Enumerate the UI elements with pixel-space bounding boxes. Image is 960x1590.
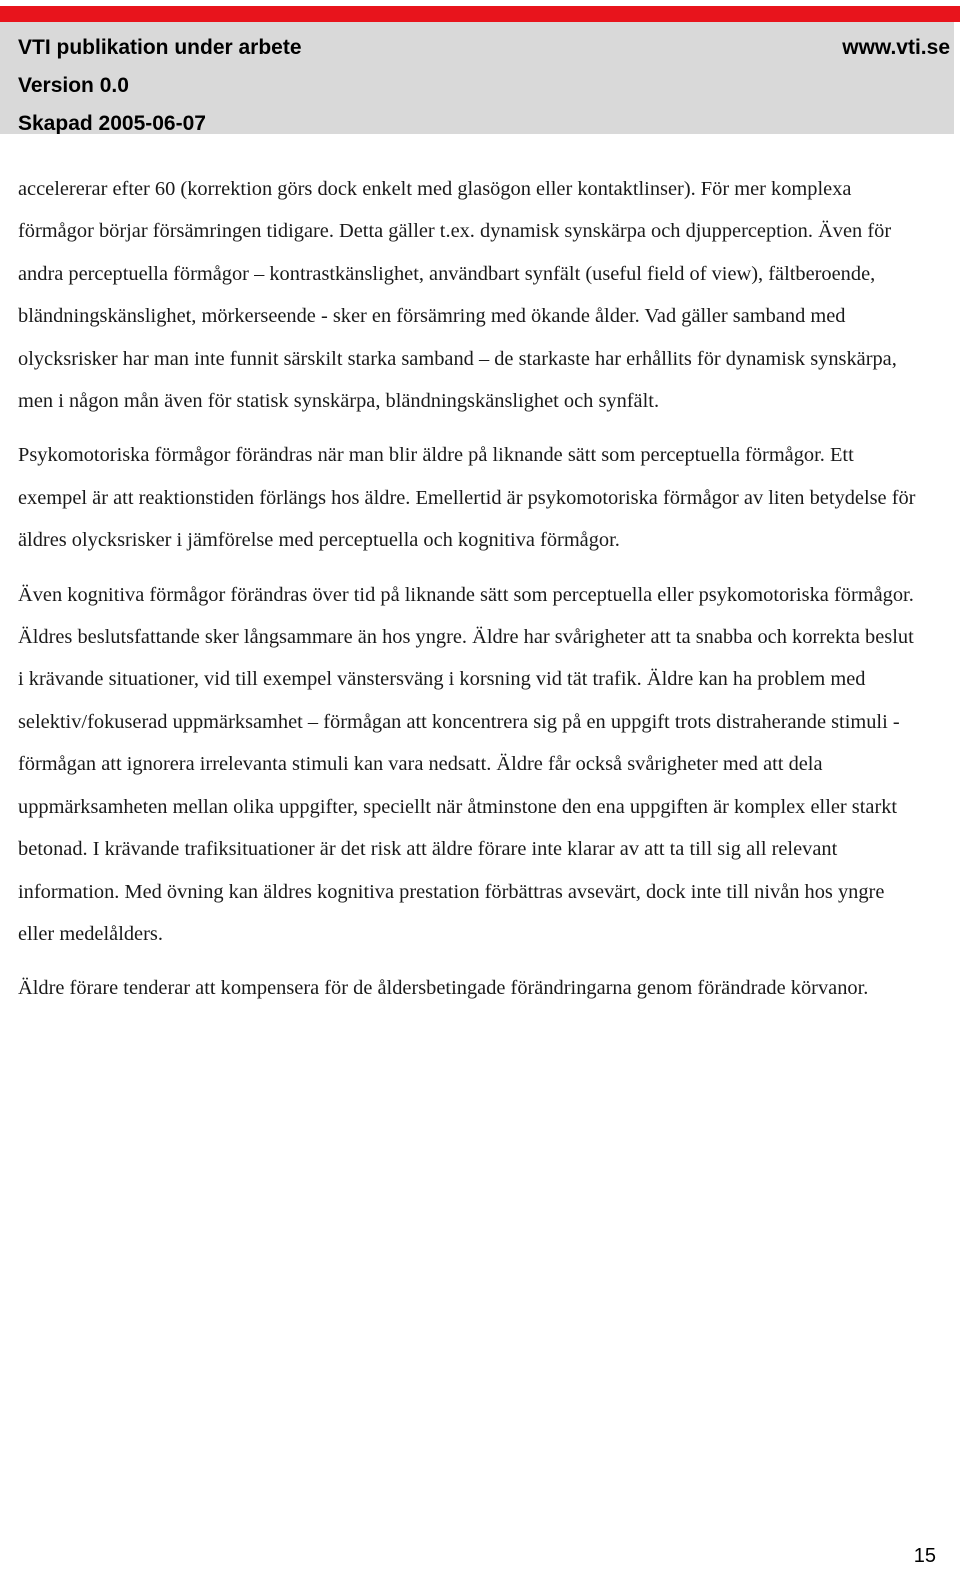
page-number: 15 xyxy=(913,1545,936,1567)
website-url: www.vti.se xyxy=(842,36,950,59)
body-paragraph: Psykomotoriska förmågor förändras när man blir äldre på liknande sätt som perceptuella förmågor. Ett exempel är att reaktionstiden förlängs hos äldre. Emellertid är psykomotoriska förmågor av liten betydelse för äldres olycksrisker i jämförelse med perceptuella och kognitiva förmågor. xyxy=(18,444,916,552)
version-label: Version 0.0 xyxy=(18,74,129,97)
body-paragraph: accelererar efter 60 (korrektion görs dock enkelt med glasögon eller kontaktlinser). För mer komplexa förmågor börjar försämringen tidigare. Detta gäller t.ex. dynamisk synskärpa och djupperception. Även för andra perceptuella förmågor – kontrastkänslighet, användbart synfält (useful field of view), fältberoende, bländningskänslighet, mörkerseende - sker en försämring med ökande ålder. Vad gäller samband med olycksrisker har man inte funnit särskilt starka samband – de starkaste har erhållits för dynamisk synskärpa, men i någon mån även för statisk synskärpa, bländningskänslighet och synfält. xyxy=(18,178,897,413)
header-accent-bar xyxy=(0,6,960,22)
document-header xyxy=(0,22,954,134)
body-paragraph: Äldre förare tenderar att kompensera för de åldersbetingade förändringarna genom förändrade körvanor. xyxy=(18,977,869,1000)
created-date: Skapad 2005-06-07 xyxy=(18,112,206,134)
body-paragraph: Även kognitiva förmågor förändras över tid på liknande sätt som perceptuella eller psykomotoriska förmågor. Äldres beslutsfattande sker långsammare än hos yngre. Äldre har svårigheter att ta snabba och korrekta beslut i krävande situationer, vid till exempel vänstersväng i korsning vid tät trafik. Äldre kan ha problem med selektiv/fokuserad uppmärksamhet – förmågan att koncentrera sig på en uppgift trots distraherande stimuli - förmågan att ignorera irrelevanta stimuli kan vara nedsatt. Äldre får också svårigheter med att dela uppmärksamheten mellan olika uppgifter, speciellt när åtminstone den ena uppgiften är komplex eller starkt betonad. I krävande trafiksituationer är det risk att äldre förare inte klarar av att ta till sig all relevant information. Med övning kan äldres kognitiva prestation förbättras avsevärt, dock inte till nivån hos yngre eller medelålders. xyxy=(18,583,914,945)
publication-title: VTI publikation under arbete xyxy=(18,36,302,59)
document-body xyxy=(18,168,918,1022)
